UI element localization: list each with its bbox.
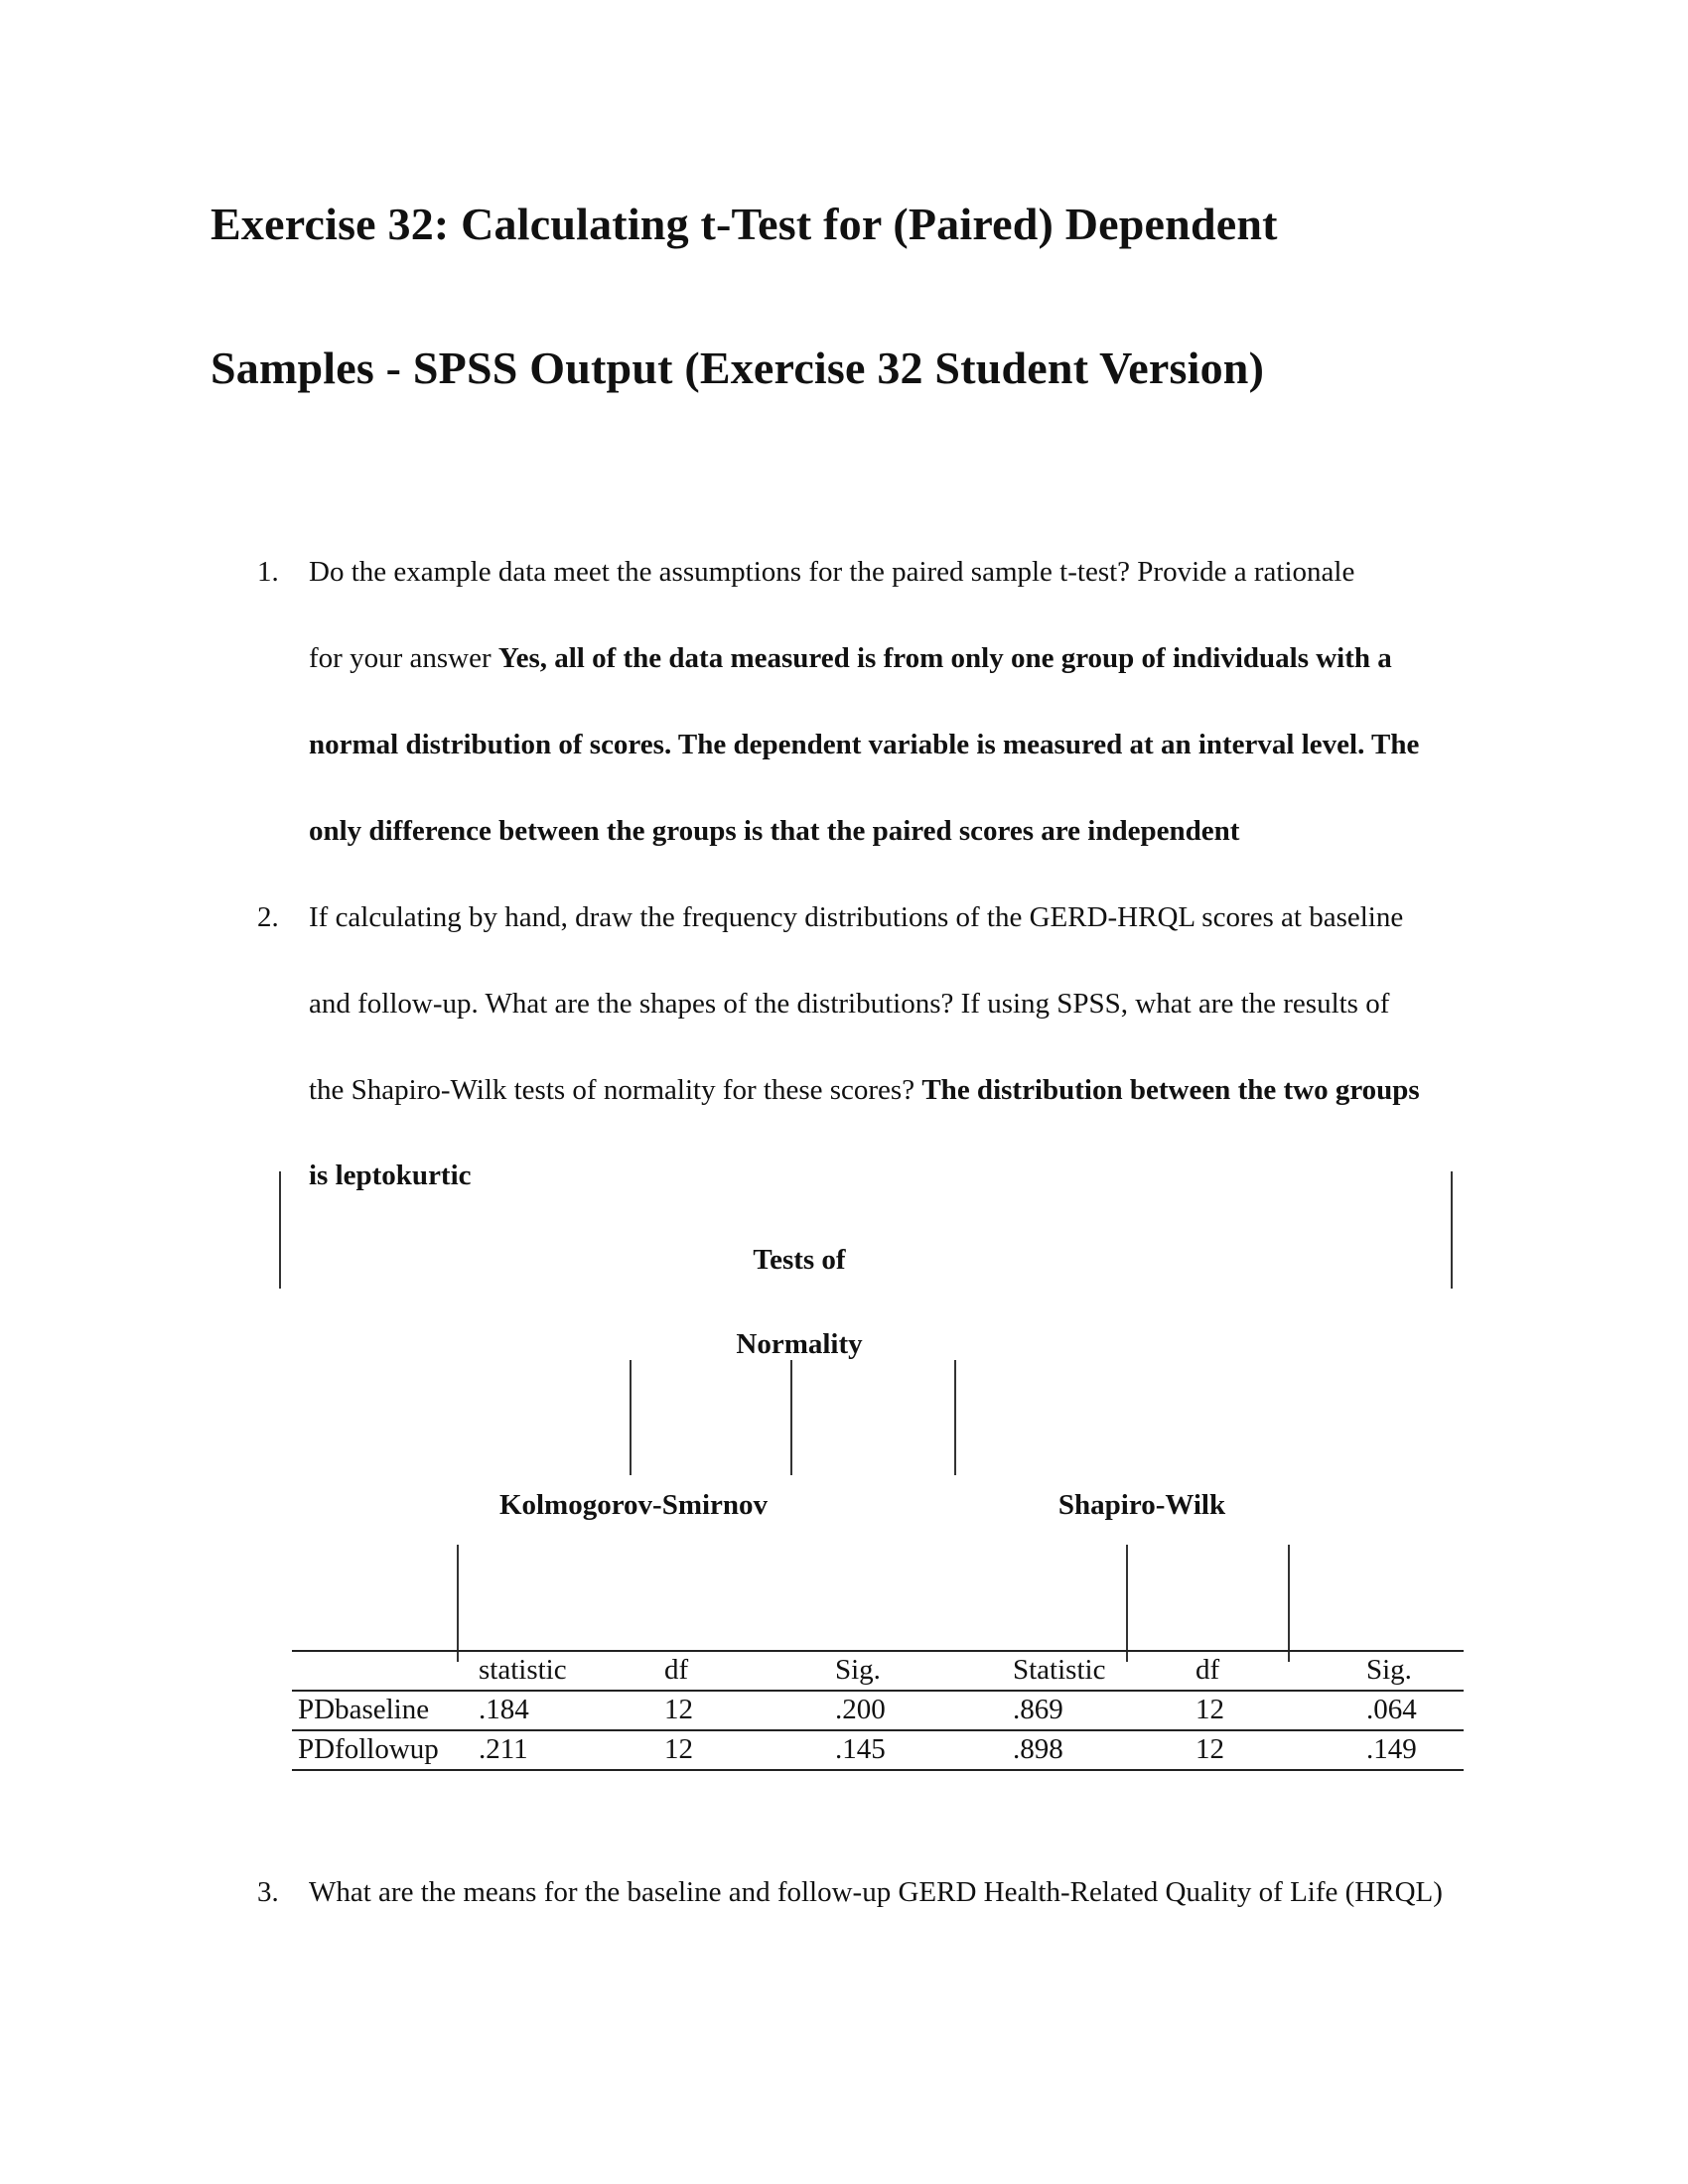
row-label: PDfollowup <box>298 1733 439 1765</box>
table-frame-bar <box>1126 1545 1128 1662</box>
table-frame-right-bar <box>1451 1171 1453 1289</box>
table-cell: .184 <box>479 1694 529 1725</box>
question-1-answer-start: Yes, all of the data measured is from only one group of individuals with a <box>497 642 1392 674</box>
table-cell: .149 <box>1366 1733 1417 1765</box>
question-2-answer-line-1: is leptokurtic <box>309 1160 472 1191</box>
row-label: PDbaseline <box>298 1694 430 1725</box>
document-title-line-2: Samples - SPSS Output (Exercise 32 Student Version) <box>211 342 1265 393</box>
table-cell: .211 <box>479 1733 528 1765</box>
question-1-answer-line-2: only difference between the groups is that the paired scores are independent <box>309 815 1240 847</box>
group-header-shapiro-wilk: Shapiro-Wilk <box>1057 1489 1226 1521</box>
table-frame-bar <box>790 1360 792 1475</box>
question-2-prompt-end: the Shapiro-Wilk tests of normality for these scores? <box>309 1074 922 1106</box>
table-cell: .145 <box>835 1733 886 1765</box>
question-1-line-1: Do the example data meet the assumptions for the paired sample t-test? Provide a rationale <box>309 556 1355 588</box>
question-2-line-3 <box>309 1076 1420 1105</box>
column-header-ks-df: df <box>664 1654 689 1686</box>
table-row <box>292 1730 1464 1770</box>
table-frame-bar <box>630 1360 632 1475</box>
column-header <box>292 1651 473 1691</box>
table-cell: .200 <box>835 1694 886 1725</box>
question-1-line-2 <box>309 644 1392 673</box>
question-2-line-2: and follow-up. What are the shapes of the distributions? If using SPSS, what are the results of <box>309 988 1390 1020</box>
column-header-sw-df: df <box>1196 1654 1220 1686</box>
group-header-kolmogorov-smirnov: Kolmogorov-Smirnov <box>498 1489 769 1521</box>
table-title-line-2: Normality <box>736 1328 863 1360</box>
column-header-sw-sig: Sig. <box>1366 1654 1412 1686</box>
question-1-number: 1. <box>257 556 279 588</box>
table-cell: 12 <box>664 1694 693 1725</box>
question-2-line-1: If calculating by hand, draw the frequency distributions of the GERD-HRQL scores at baseline <box>309 901 1404 933</box>
table-header-row <box>292 1651 1464 1691</box>
column-header-ks-statistic: statistic <box>479 1654 567 1686</box>
table-frame-bar <box>457 1545 459 1662</box>
column-header-ks-sig: Sig. <box>835 1654 881 1686</box>
column-header-sw-statistic: Statistic <box>1013 1654 1106 1686</box>
table-cell: .869 <box>1013 1694 1063 1725</box>
table-frame-bar <box>954 1360 956 1475</box>
table-cell: .064 <box>1366 1694 1417 1725</box>
table-frame-bar <box>1288 1545 1290 1662</box>
question-2-number: 2. <box>257 901 279 933</box>
table-cell: 12 <box>1196 1694 1224 1725</box>
document-title-line-1: Exercise 32: Calculating t-Test for (Paired) Dependent <box>211 199 1278 249</box>
question-1-answer-line-1: normal distribution of scores. The dependent variable is measured at an interval level. The <box>309 729 1420 760</box>
table-cell: 12 <box>664 1733 693 1765</box>
table-cell: 12 <box>1196 1733 1224 1765</box>
question-2-answer-start: The distribution between the two groups <box>921 1074 1420 1106</box>
question-3-number: 3. <box>257 1876 279 1908</box>
table-cell: .898 <box>1013 1733 1063 1765</box>
tests-of-normality-table <box>292 1650 1464 1771</box>
table-frame-left-bar <box>279 1171 281 1289</box>
question-3-line-1: What are the means for the baseline and follow-up GERD Health-Related Quality of Life (HRQL) <box>309 1876 1443 1908</box>
table-row <box>292 1691 1464 1730</box>
table-title-line-1: Tests of <box>753 1244 846 1276</box>
question-1-prompt-end: for your answer <box>309 642 498 674</box>
